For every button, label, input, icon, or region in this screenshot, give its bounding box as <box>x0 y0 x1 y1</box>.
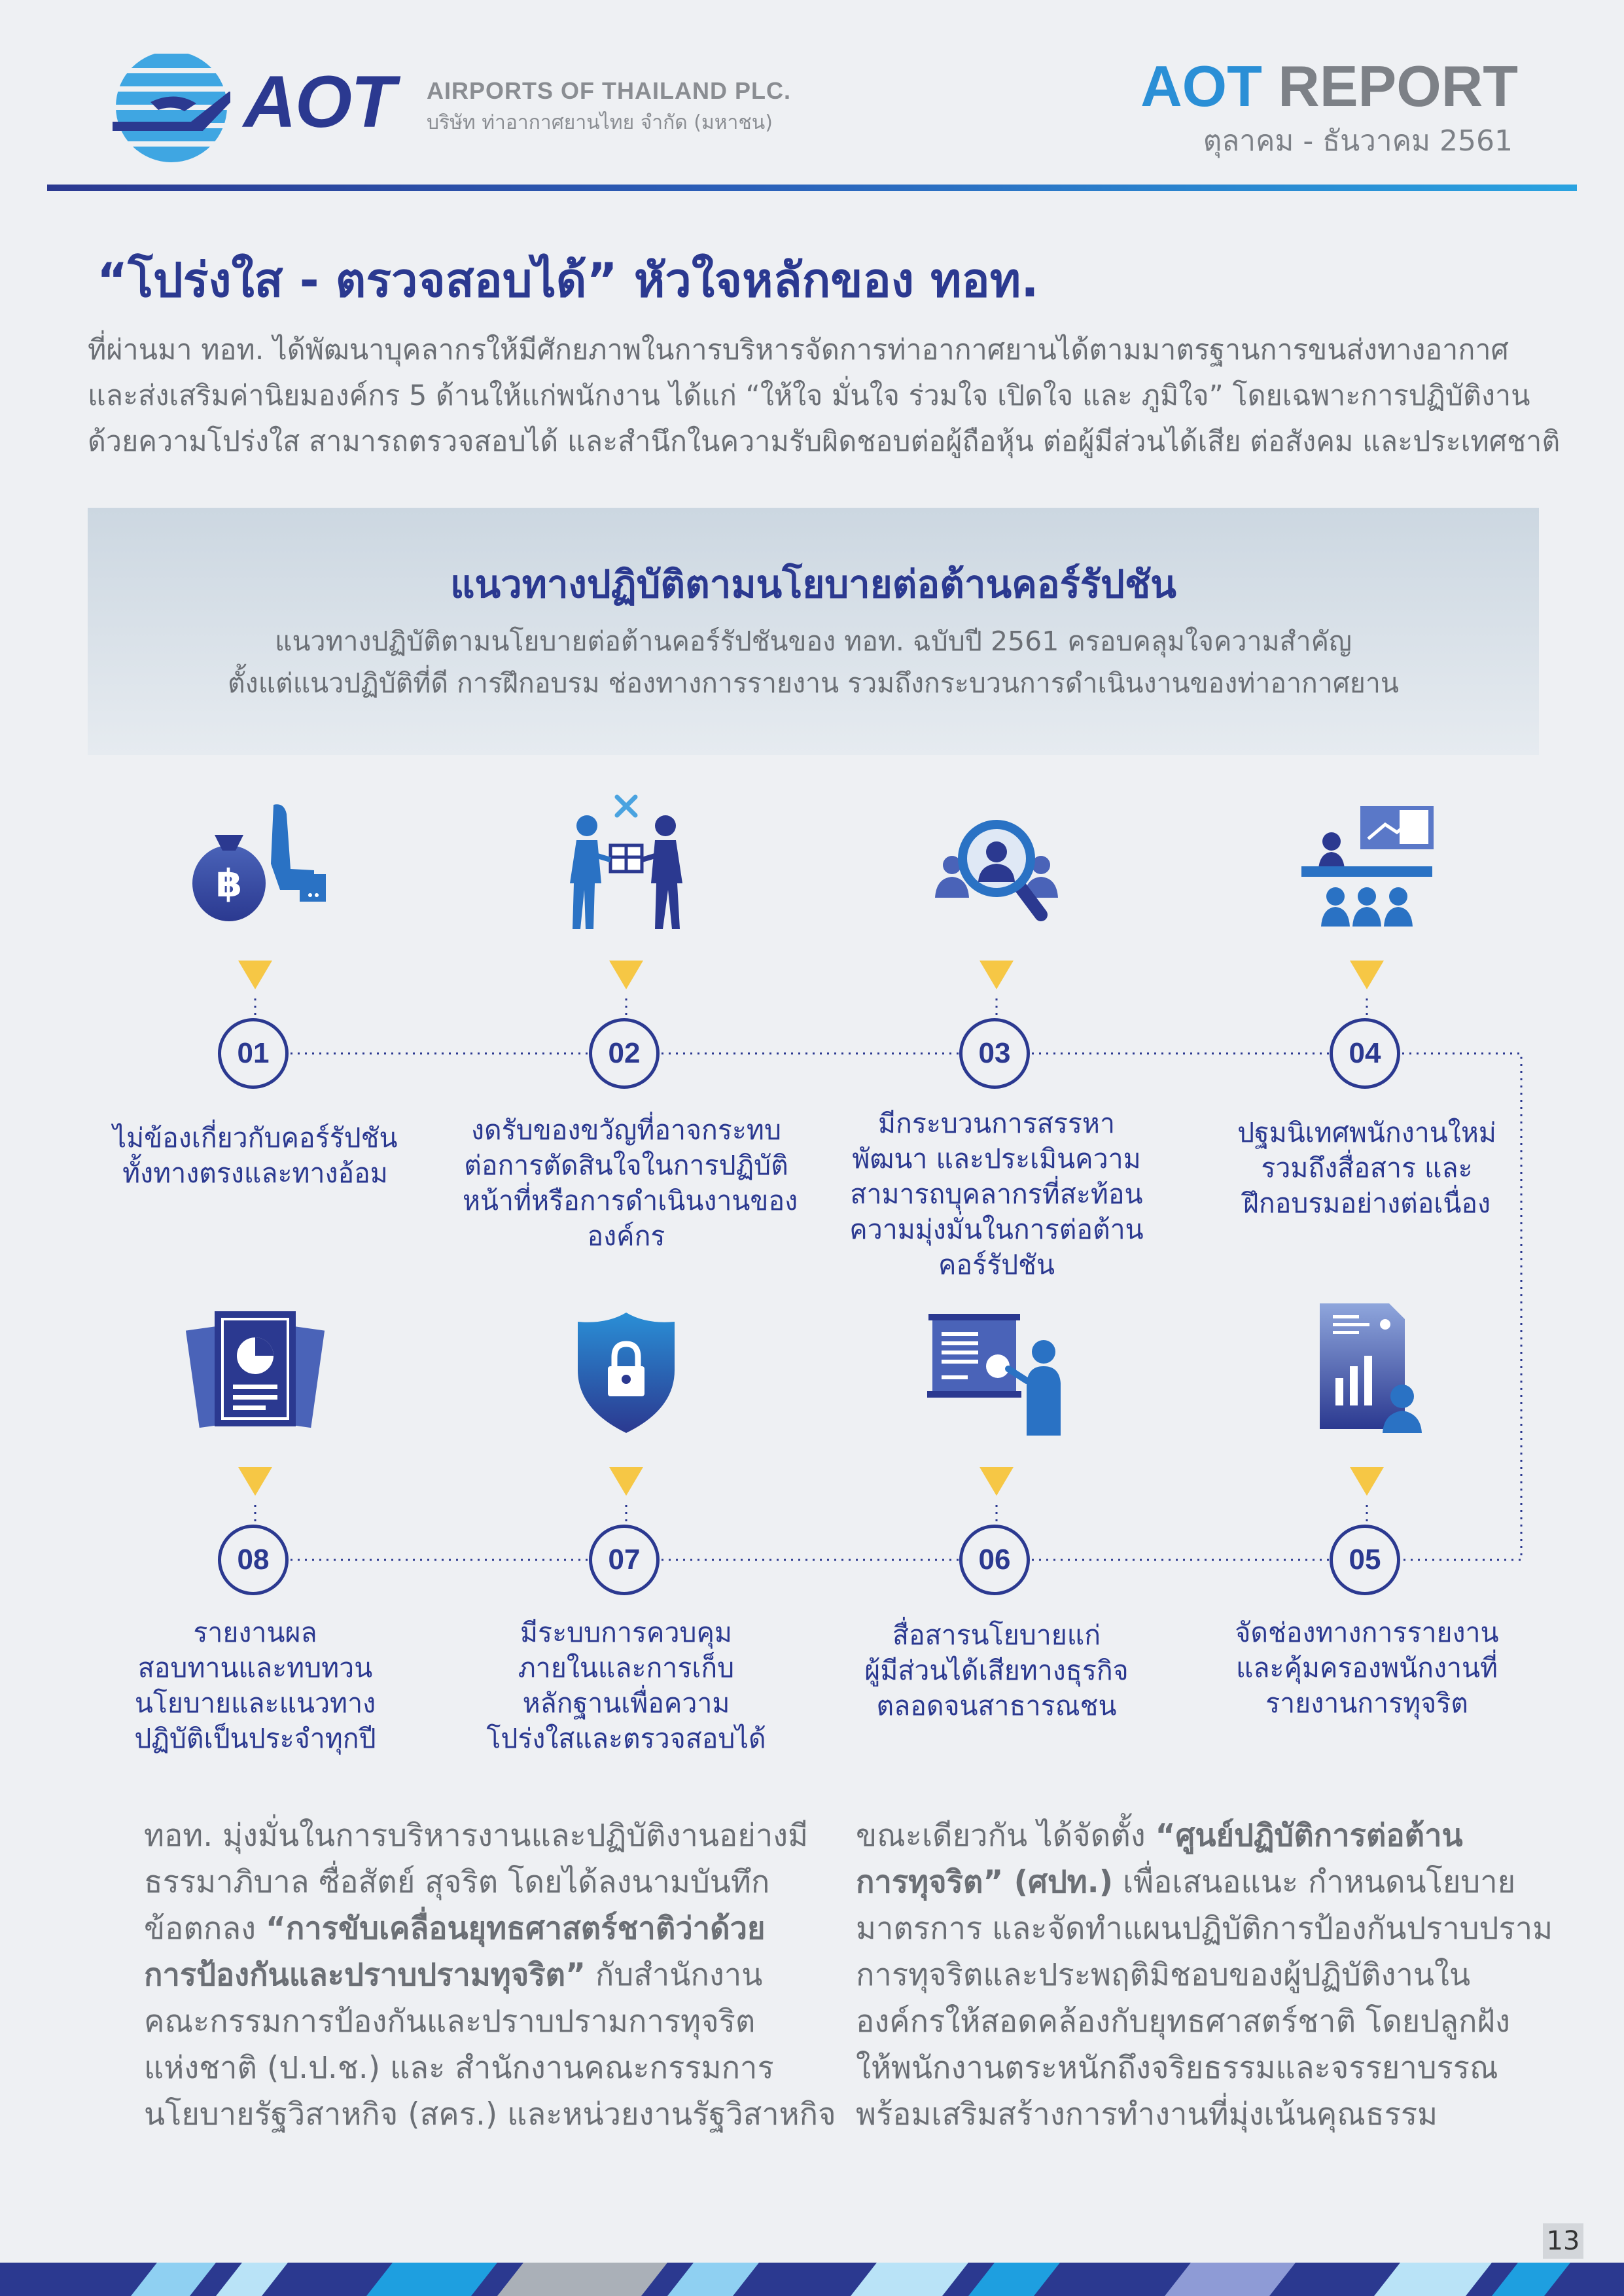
step-marker-icon <box>980 1467 1014 1496</box>
body-column-right <box>856 1812 1553 2138</box>
page-title: “โปร่งใส - ตรวจสอบได้” หัวใจหลักของ ทอท. <box>97 253 1039 308</box>
body-text: พร้อมเสริมสร้างการทำงานที่มุ่งเน้นคุณธรรม <box>856 2096 1438 2132</box>
step-label: สื่อสารนโยบายแก่ ผู้มีส่วนได้เสียทางธุรกิจ ตลอดจนสาธารณชน <box>864 1619 1129 1722</box>
step-marker-icon <box>609 961 643 989</box>
step-number: 04 <box>1330 1018 1400 1089</box>
footer-stripes <box>0 2263 1624 2296</box>
body-text: ให้พนักงานตระหนักถึงจริยธรรมและจรรยาบรรณ <box>856 2050 1498 2086</box>
panel-line: แนวทางปฏิบัติตามนโยบายต่อต้านคอร์รัปชันของ ทอท. ฉบับปี 2561 ครอบคลุมใจความสำคัญ <box>275 626 1352 657</box>
body-line <box>144 2045 805 2091</box>
body-text: ขณะเดียวกัน ได้จัดตั้ง <box>856 1818 1156 1854</box>
step-number: 03 <box>959 1018 1030 1089</box>
body-line <box>856 2091 1517 2138</box>
step-label: มีระบบการควบคุม ภายในและการเก็บ หลักฐานเพื่อความ โปร่งใสและตรวจสอบได้ <box>486 1617 766 1754</box>
company-name-en: AIRPORTS OF THAILAND PLC. <box>427 77 791 104</box>
step-number: 07 <box>589 1525 660 1595</box>
body-text: นโยบายรัฐวิสาหกิจ (สคร.) และหน่วยงานรัฐวิสาหกิจ <box>144 2096 836 2132</box>
intro-line: ที่ผ่านมา ทอท. ได้พัฒนาบุคลากรให้มีศักยภาพในการบริหารจัดการท่าอากาศยานได้ตามมาตรฐานการขนส่งทางอากาศ <box>88 334 1509 366</box>
body-line <box>856 1859 1517 1905</box>
body-text-bold: การป้องกันและปราบปรามทุจริต” <box>144 1957 586 1993</box>
body-line <box>144 1859 805 1905</box>
body-line <box>144 1952 805 1998</box>
body-line <box>856 1952 1517 1998</box>
step-label: ปฐมนิเทศพนักงานใหม่ รวมถึงสื่อสาร และ ฝึกอบรมอย่างต่อเนื่อง <box>1237 1117 1496 1219</box>
step-marker-icon <box>238 1467 272 1496</box>
body-line <box>144 1905 805 1952</box>
step-label: มีกระบวนการสรรหา พัฒนา และประเมินความ สามารถบุคลากรที่สะท้อน ความมุ่งมั่นในการต่อต้าน คอร์รัปชัน <box>849 1108 1144 1280</box>
body-line <box>144 1998 805 2045</box>
step-marker-icon <box>980 961 1014 989</box>
body-text: เพื่อเสนอแนะ กำหนดนโยบาย <box>1113 1864 1516 1900</box>
body-text-bold: การทุจริต” (ศปท.) <box>856 1864 1114 1900</box>
body-text: ธรรมาภิบาล ซื่อสัตย์ สุจริต โดยได้ลงนามบันทึก <box>144 1864 770 1900</box>
step-marker-icon <box>238 961 272 989</box>
body-text: มาตรการ และจัดทำแผนปฏิบัติการป้องกันปราบปราม <box>856 1911 1553 1947</box>
report-period: ตุลาคม - ธันวาคม 2561 <box>1203 124 1513 158</box>
body-text: กับสำนักงาน <box>585 1957 763 1993</box>
body-text: การทุจริตและประพฤติมิชอบของผู้ปฏิบัติงานใน <box>856 1957 1471 1993</box>
body-line <box>856 1812 1517 1859</box>
step-number: 02 <box>589 1018 660 1089</box>
body-text: ทอท. มุ่งมั่นในการบริหารงานและปฏิบัติงานอย่างมี <box>144 1818 809 1854</box>
step-number: 01 <box>218 1018 289 1089</box>
body-text: แห่งชาติ (ป.ป.ช.) และ สำนักงานคณะกรรมการ <box>144 2050 774 2086</box>
report-title-rest: REPORT <box>1278 54 1518 118</box>
step-label: งดรับของขวัญที่อาจกระทบ ต่อการตัดสินใจในการปฏิบัติ หน้าที่หรือการดำเนินงานของ องค์กร <box>463 1114 798 1252</box>
body-line <box>856 1905 1553 1952</box>
step-number: 08 <box>218 1525 289 1595</box>
body-text: ข้อตกลง <box>144 1911 266 1947</box>
intro-line: ด้วยความโปร่งใส สามารถตรวจสอบได้ และสำนึกในความรับผิดชอบต่อผู้ถือหุ้น ต่อผู้มีส่วนได้เสีย ต่อสังคม และประเทศชาติ <box>88 425 1561 458</box>
step-label: ไม่ข้องเกี่ยวกับคอร์รัปชัน ทั้งทางตรงและทางอ้อม <box>113 1122 398 1189</box>
report-title-accent: AOT <box>1140 54 1262 118</box>
presentation-icon <box>925 1298 1068 1442</box>
body-line <box>144 2091 836 2138</box>
body-text: คณะกรรมการป้องกันและปราบปรามการทุจริต <box>144 2004 756 2040</box>
body-line <box>856 1998 1517 2045</box>
panel-title: แนวทางปฏิบัติตามนโยบายต่อต้านคอร์รัปชัน <box>450 562 1176 607</box>
step-marker-icon <box>1350 1467 1384 1496</box>
no-gift-icon <box>554 792 698 936</box>
step-number: 06 <box>959 1525 1030 1595</box>
panel-line: ตั้งแต่แนวปฏิบัติที่ดี การฝึกอบรม ช่องทางการรายงาน รวมถึงกระบวนการดำเนินงานของท่าอากาศยาน <box>228 667 1399 699</box>
body-column-left <box>144 1812 836 2138</box>
training-icon <box>1295 792 1439 936</box>
money-bag-refusal-icon <box>183 792 327 936</box>
people-search-icon <box>925 792 1068 936</box>
body-text: องค์กรให้สอดคล้องกับยุทธศาสตร์ชาติ โดยปลูกฝัง <box>856 2004 1510 2040</box>
body-text-bold: “ศูนย์ปฏิบัติการต่อต้าน <box>1155 1818 1463 1854</box>
svg-text:฿: ฿ <box>215 861 243 906</box>
page-number: 13 <box>1543 2223 1583 2259</box>
body-line <box>856 2045 1517 2091</box>
body-text-bold: “การขับเคลื่อนยุทธศาสตร์ชาติว่าด้วย <box>266 1911 766 1947</box>
step-marker-icon <box>609 1467 643 1496</box>
step-marker-icon <box>1350 961 1384 989</box>
shield-lock-icon <box>554 1298 698 1442</box>
step-label: รายงานผล สอบทานและทบทวน นโยบายและแนวทาง ปฏิบัติเป็นประจำทุกปี <box>134 1617 376 1754</box>
aot-logo-text: AOT <box>243 61 395 143</box>
report-document-icon <box>1295 1298 1439 1442</box>
step-number: 05 <box>1330 1525 1400 1595</box>
review-report-icon <box>183 1298 327 1442</box>
intro-line: และส่งเสริมค่านิยมองค์กร 5 ด้านให้แก่พนักงาน ได้แก่ “ให้ใจ มั่นใจ ร่วมใจ เปิดใจ และ ภูมิใจ” โดยเฉพาะการปฏิบัติงาน <box>88 380 1530 412</box>
company-name-th: บริษัท ท่าอากาศยานไทย จำกัด (มหาชน) <box>427 111 773 134</box>
body-line <box>144 1812 809 1859</box>
step-label: จัดช่องทางการรายงาน และคุ้มครองพนักงานที่ รายงานการทุจริต <box>1235 1617 1499 1719</box>
